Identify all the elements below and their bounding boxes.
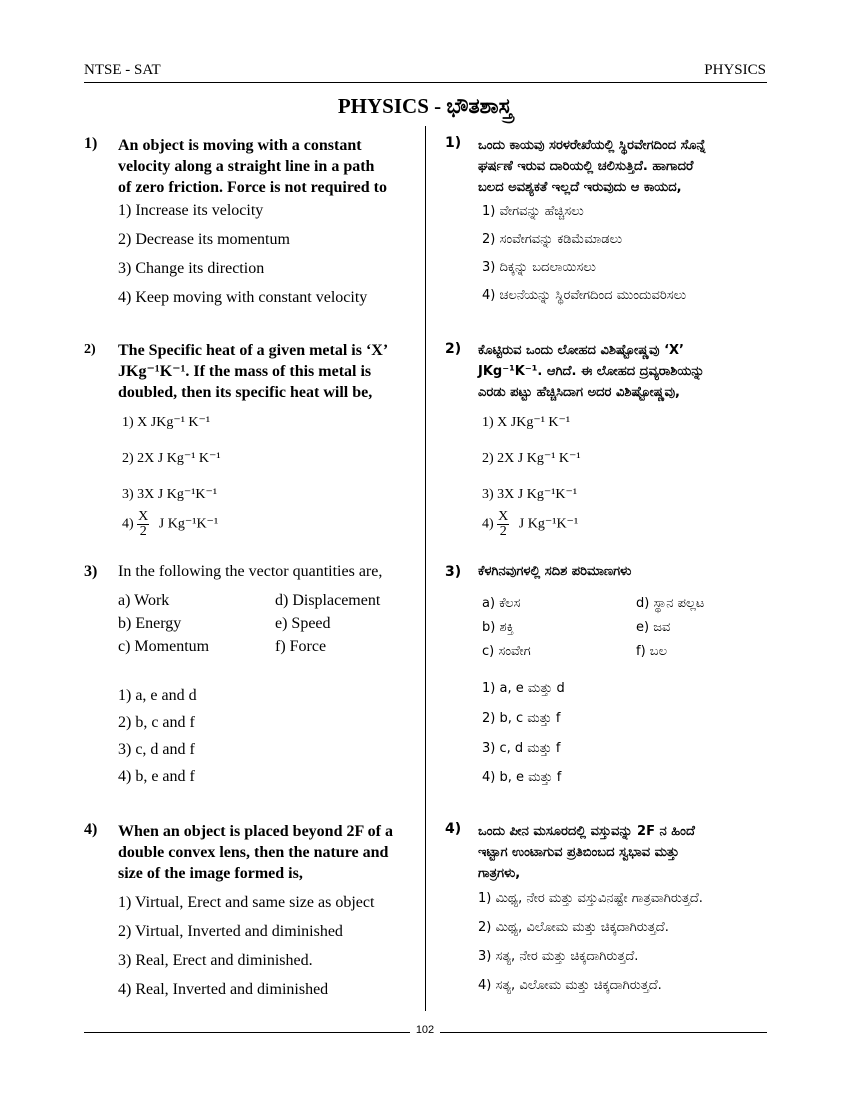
option: 3) c, d ಮತ್ತು f [482, 741, 561, 756]
question-text: ಒಂದು ಪೀನ ಮಸೂರದಲ್ಲಿ ವಸ್ತುವನ್ನು 2F ನ ಹಿಂದೆ ಇಟ್ಟಾಗ ಉಂಟಾಗುವ ಪ್ರತಿಬಿಂಬದ ಸ್ವಭಾವ ಮತ್ತು ಗಾತ್ರಗಳು, [478, 824, 695, 881]
option-fraction: 4) $\frac{X}{2}$ J Kg⁻¹K⁻¹ [482, 509, 579, 539]
option: 2) 2X J Kg⁻¹ K⁻¹ [122, 451, 221, 466]
column-divider [425, 126, 426, 1011]
question-number: 1) [84, 135, 98, 152]
question-number: 3) [445, 564, 462, 580]
header-exam-name: NTSE - SAT [84, 62, 161, 78]
option: 2) b, c and f [118, 714, 195, 731]
question-number: 1) [445, 135, 462, 151]
option: 4) b, e and f [118, 768, 195, 785]
option: 1) ಮಿಥ್ಯ, ನೇರ ಮತ್ತು ವಸ್ತುವಿನಷ್ಟೇ ಗಾತ್ರವಾಗಿರುತ್ತದೆ. [478, 891, 703, 906]
footer-rule-right [440, 1032, 767, 1033]
option: 2) ಮಿಥ್ಯ, ವಿಲೋಮ ಮತ್ತು ಚಿಕ್ಕದಾಗಿರುತ್ತದೆ. [478, 920, 669, 935]
question-text: ಒಂದು ಕಾಯವು ಸರಳರೇಖೆಯಲ್ಲಿ ಸ್ಥಿರವೇಗದಿಂದ ಸೊನ್ನೆ ಘರ್ಷಣೆ ಇರುವ ದಾರಿಯಲ್ಲಿ ಚಲಿಸುತ್ತಿದೆ. ಹಾಗಾದರೆ ಬಲದ ಅವಶ್ಯಕತೆ ಇಲ್ಲದೆ ಇರುವುದು ಆ ಕಾಯದ, [478, 138, 706, 195]
option: 2) 2X J Kg⁻¹ K⁻¹ [482, 451, 581, 466]
list-item: f) Force [275, 638, 327, 655]
question-number: 2) [84, 342, 96, 357]
header-subject: PHYSICS [704, 62, 766, 78]
question-text: In the following the vector quantities are, [118, 563, 383, 580]
question-text: ಕೊಟ್ಟಿರುವ ಒಂದು ಲೋಹದ ವಿಶಿಷ್ಟೋಷ್ಣವು ‘X’ JKg⁻¹K⁻¹. ಆಗಿದೆ. ಈ ಲೋಹದ ದ್ರವ್ಯರಾಶಿಯನ್ನು ಎರಡು ಪಟ್ಟು ಹೆಚ್ಚಿಸಿದಾಗ ಅದರ ವಿಶಿಷ್ಟೋಷ್ಣವು, [478, 343, 705, 400]
option: 4) ಚಲನೆಯನ್ನು ಸ್ಥಿರವೇಗದಿಂದ ಮುಂದುವರಿಸಲು [482, 288, 687, 303]
option-fraction: 4) $\frac{X}{2}$ J Kg⁻¹K⁻¹ [122, 509, 219, 539]
question-text: The Specific heat of a given metal is ‘X’ JKg⁻¹K⁻¹. If the mass of this metal is doubled, then its specific heat will be, [118, 342, 389, 401]
question-text: When an object is placed beyond 2F of a double convex lens, then the nature and size of the image formed is, [118, 823, 393, 882]
question-text: ಕೆಳಗಿನವುಗಳಲ್ಲಿ ಸದಿಶ ಪರಿಮಾಣಗಳು [478, 564, 632, 579]
option: 3) ದಿಕ್ಕನ್ನು ಬದಲಾಯಿಸಲು [482, 260, 596, 275]
option: 1) Increase its velocity [118, 202, 264, 219]
option: 2) ಸಂವೇಗವನ್ನು ಕಡಿಮೆಮಾಡಲು [482, 232, 623, 247]
option: 1) X JKg⁻¹ K⁻¹ [482, 415, 571, 430]
question-number: 4) [84, 821, 98, 838]
list-item: d) ಸ್ಥಾನ ಪಲ್ಲಟ [636, 596, 705, 611]
list-item: b) ಶಕ್ತಿ [482, 620, 514, 635]
option: 4) Real, Inverted and diminished [118, 981, 329, 998]
option: 3) 3X J Kg⁻¹K⁻¹ [122, 487, 218, 502]
list-item: b) Energy [118, 615, 182, 632]
option: 3) Real, Erect and diminished. [118, 952, 313, 969]
footer-rule-left [84, 1032, 410, 1033]
list-item: e) ಜವ [636, 620, 671, 635]
list-item: d) Displacement [275, 592, 381, 609]
option: 1) ವೇಗವನ್ನು ಹೆಚ್ಚಿಸಲು [482, 204, 584, 219]
option: 1) a, e and d [118, 687, 197, 704]
option: 3) Change its direction [118, 260, 265, 277]
option: 4) Keep moving with constant velocity [118, 289, 368, 306]
option: 2) Virtual, Inverted and diminished [118, 923, 343, 940]
list-item: a) Work [118, 592, 170, 609]
option: 4) ಸತ್ಯ, ವಿಲೋಮ ಮತ್ತು ಚಿಕ್ಕದಾಗಿರುತ್ತದೆ. [478, 978, 662, 993]
option: 4) b, e ಮತ್ತು f [482, 770, 562, 785]
list-item: c) ಸಂವೇಗ [482, 644, 531, 659]
page-number: 102 [410, 1024, 440, 1036]
option: 2) b, c ಮತ್ತು f [482, 711, 561, 726]
question-text: An object is moving with a constant velocity along a straight line in a path of zero friction. Force is not required to [118, 137, 387, 196]
option: 2) Decrease its momentum [118, 231, 290, 248]
option: 1) X JKg⁻¹ K⁻¹ [122, 415, 211, 430]
option: 1) a, e ಮತ್ತು d [482, 681, 565, 696]
question-number: 2) [445, 341, 462, 357]
question-number: 3) [84, 563, 98, 580]
header-rule [84, 82, 767, 83]
option: 3) ಸತ್ಯ, ನೇರ ಮತ್ತು ಚಿಕ್ಕದಾಗಿರುತ್ತದೆ. [478, 949, 639, 964]
option: 3) c, d and f [118, 741, 195, 758]
list-item: a) ಕೆಲಸ [482, 596, 521, 611]
list-item: e) Speed [275, 615, 331, 632]
question-number: 4) [445, 821, 462, 837]
page-title: PHYSICS - ಭೌತಶಾಸ್ತ್ರ [337, 94, 513, 118]
option: 1) Virtual, Erect and same size as object [118, 894, 375, 911]
list-item: f) ಬಲ [636, 644, 668, 659]
list-item: c) Momentum [118, 638, 210, 655]
option: 3) 3X J Kg⁻¹K⁻¹ [482, 487, 578, 502]
